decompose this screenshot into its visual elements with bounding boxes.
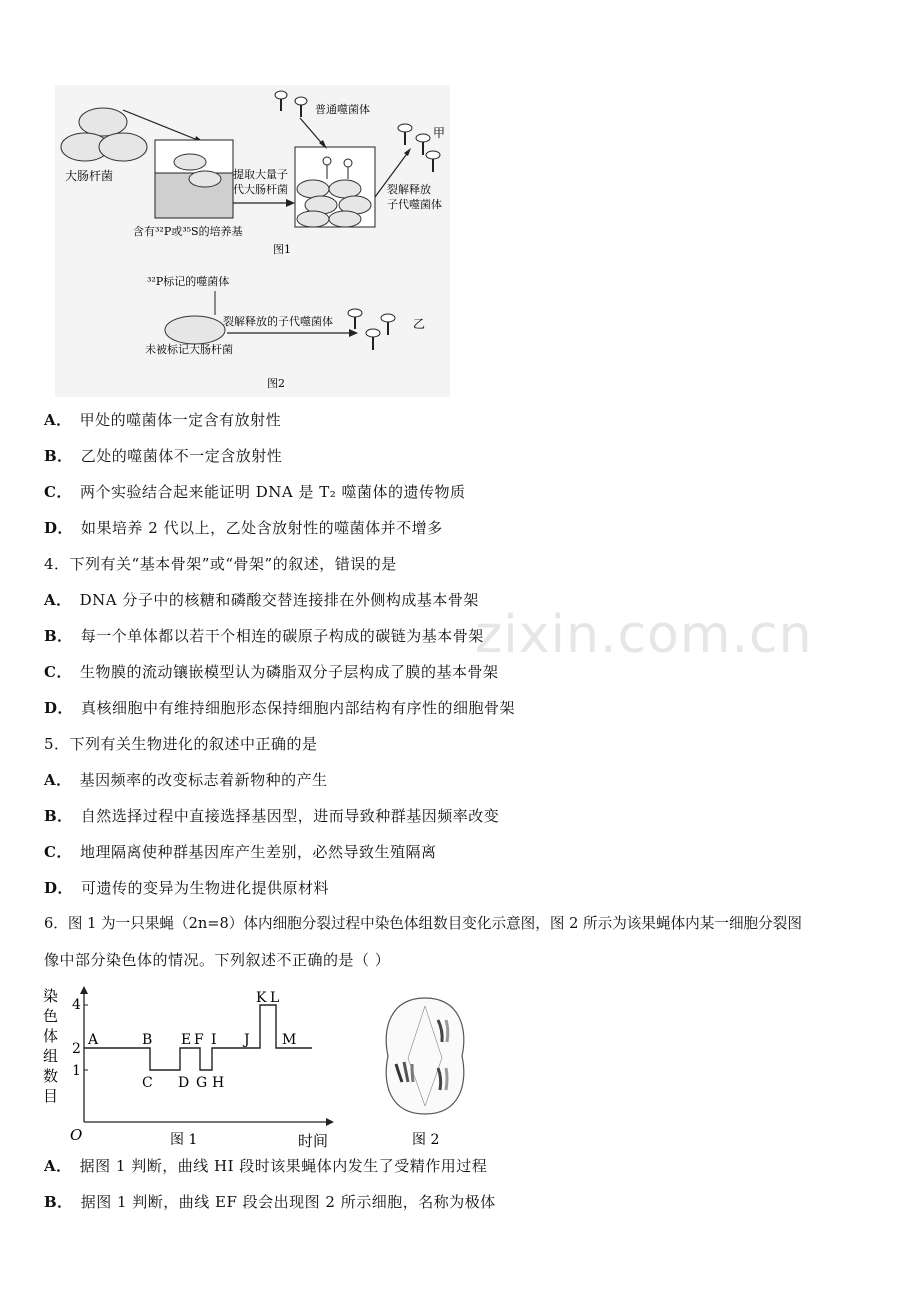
ylabel-char: 目 bbox=[43, 1087, 59, 1105]
q4-option-a: A． DNA 分子中的核糖和磷酸交替连接排在外侧构成基本骨架 bbox=[44, 591, 479, 609]
q4-option-d: D． 真核细胞中有维持细胞形态保持细胞内部结构有序性的细胞骨架 bbox=[44, 699, 516, 717]
q6-option-a: A． 据图 1 判断，曲线 HI 段时该果蝇体内发生了受精作用过程 bbox=[44, 1157, 488, 1175]
ylabel-char: 色 bbox=[43, 1007, 59, 1025]
unlabeled-ecoli bbox=[165, 316, 225, 344]
ylabel-char: 组 bbox=[43, 1047, 59, 1065]
fig1-caption: 图1 bbox=[273, 243, 291, 256]
chromosome-set-figure bbox=[40, 984, 480, 1149]
point-label: M bbox=[282, 1032, 297, 1048]
ylabel-char: 染 bbox=[43, 987, 59, 1005]
y-tick-4: 4 bbox=[72, 997, 81, 1013]
phage-experiment-figure bbox=[55, 85, 450, 397]
point-label: L bbox=[270, 990, 280, 1006]
ylabel-char: 体 bbox=[43, 1027, 59, 1045]
q5-option-b: B． 自然选择过程中直接选择基因型，进而导致种群基因频率改变 bbox=[44, 807, 500, 825]
point-label: E bbox=[181, 1032, 192, 1048]
point-label: A bbox=[88, 1032, 99, 1048]
xlabel: 时间 bbox=[298, 1132, 329, 1149]
infection-beaker bbox=[295, 147, 375, 227]
watermark: zixin.com.cn bbox=[475, 605, 813, 665]
fig2-caption: 图2 bbox=[267, 377, 285, 390]
point-label: B bbox=[142, 1032, 153, 1048]
ecoli-label: 大肠杆菌 bbox=[65, 169, 114, 183]
q3-option-c: C． 两个实验结合起来能证明 DNA 是 T₂ 噬菌体的遗传物质 bbox=[44, 483, 466, 501]
point-label: K bbox=[256, 990, 267, 1006]
origin-label: O bbox=[70, 1126, 83, 1144]
medium-beaker bbox=[155, 140, 233, 218]
q5-option-a: A． 基因频率的改变标志着新物种的产生 bbox=[44, 771, 328, 789]
extract-label-1: 提取大量子 bbox=[233, 168, 288, 181]
unlabeled-label: 未被标记大肠杆菌 bbox=[145, 343, 233, 356]
q3-option-a: A． 甲处的噬菌体一定含有放射性 bbox=[44, 411, 282, 429]
point-label: J bbox=[244, 1032, 250, 1048]
ylabel-char: 数 bbox=[43, 1067, 59, 1085]
point-label: F bbox=[194, 1032, 204, 1048]
medium-label: 含有³²P或³⁵S的培养基 bbox=[133, 225, 243, 238]
q4-option-c: C． 生物膜的流动镶嵌模型认为磷脂双分子层构成了膜的基本骨架 bbox=[44, 663, 499, 681]
q6-stem-line2: 像中部分染色体的情况。下列叙述不正确的是（ ） bbox=[44, 951, 391, 969]
yi-label: 乙 bbox=[413, 317, 426, 331]
fig2-caption-q6: 图 2 bbox=[412, 1132, 440, 1148]
lysis-label-1: 裂解释放 bbox=[387, 183, 431, 196]
q3-option-d: D． 如果培养 2 代以上，乙处含放射性的噬菌体并不增多 bbox=[44, 519, 443, 537]
q5-option-d: D． 可遗传的变异为生物进化提供原材料 bbox=[44, 879, 330, 897]
point-label: I bbox=[211, 1032, 217, 1048]
point-label: D bbox=[178, 1075, 190, 1091]
q3-option-b: B． 乙处的噬菌体不一定含放射性 bbox=[44, 447, 283, 465]
point-label: H bbox=[212, 1075, 225, 1091]
p32-phage-label: ³²P标记的噬菌体 bbox=[147, 275, 230, 288]
q4-stem: 4．下列有关“基本骨架”或“骨架”的叙述，错误的是 bbox=[44, 555, 397, 573]
normal-phage-label: 普通噬菌体 bbox=[315, 103, 370, 116]
extract-label-2: 代大肠杆菌 bbox=[233, 183, 288, 196]
q5-option-c: C． 地理隔离使种群基因库产生差别，必然导致生殖隔离 bbox=[44, 843, 437, 861]
q4-option-b: B． 每一个单体都以若干个相连的碳原子构成的碳链为基本骨架 bbox=[44, 627, 484, 645]
jia-label: 甲 bbox=[433, 126, 446, 140]
point-label: G bbox=[196, 1075, 208, 1091]
y-tick-1: 1 bbox=[72, 1063, 81, 1079]
y-tick-2: 2 bbox=[72, 1041, 81, 1057]
dividing-cell bbox=[386, 998, 464, 1114]
lysis2-label: 裂解释放的子代噬菌体 bbox=[223, 315, 333, 328]
lysis-label-2: 子代噬菌体 bbox=[387, 198, 442, 211]
q6-stem-line1: 6．图 1 为一只果蝇（2n=8）体内细胞分裂过程中染色体组数目变化示意图，图 2 所示为该果蝇体内某一细胞分裂图 bbox=[44, 915, 802, 932]
point-label: C bbox=[142, 1075, 153, 1091]
q5-stem: 5．下列有关生物进化的叙述中正确的是 bbox=[44, 735, 318, 753]
fig1-caption-q6: 图 1 bbox=[170, 1132, 198, 1148]
q6-option-b: B． 据图 1 判断，曲线 EF 段会出现图 2 所示细胞，名称为极体 bbox=[44, 1193, 496, 1211]
